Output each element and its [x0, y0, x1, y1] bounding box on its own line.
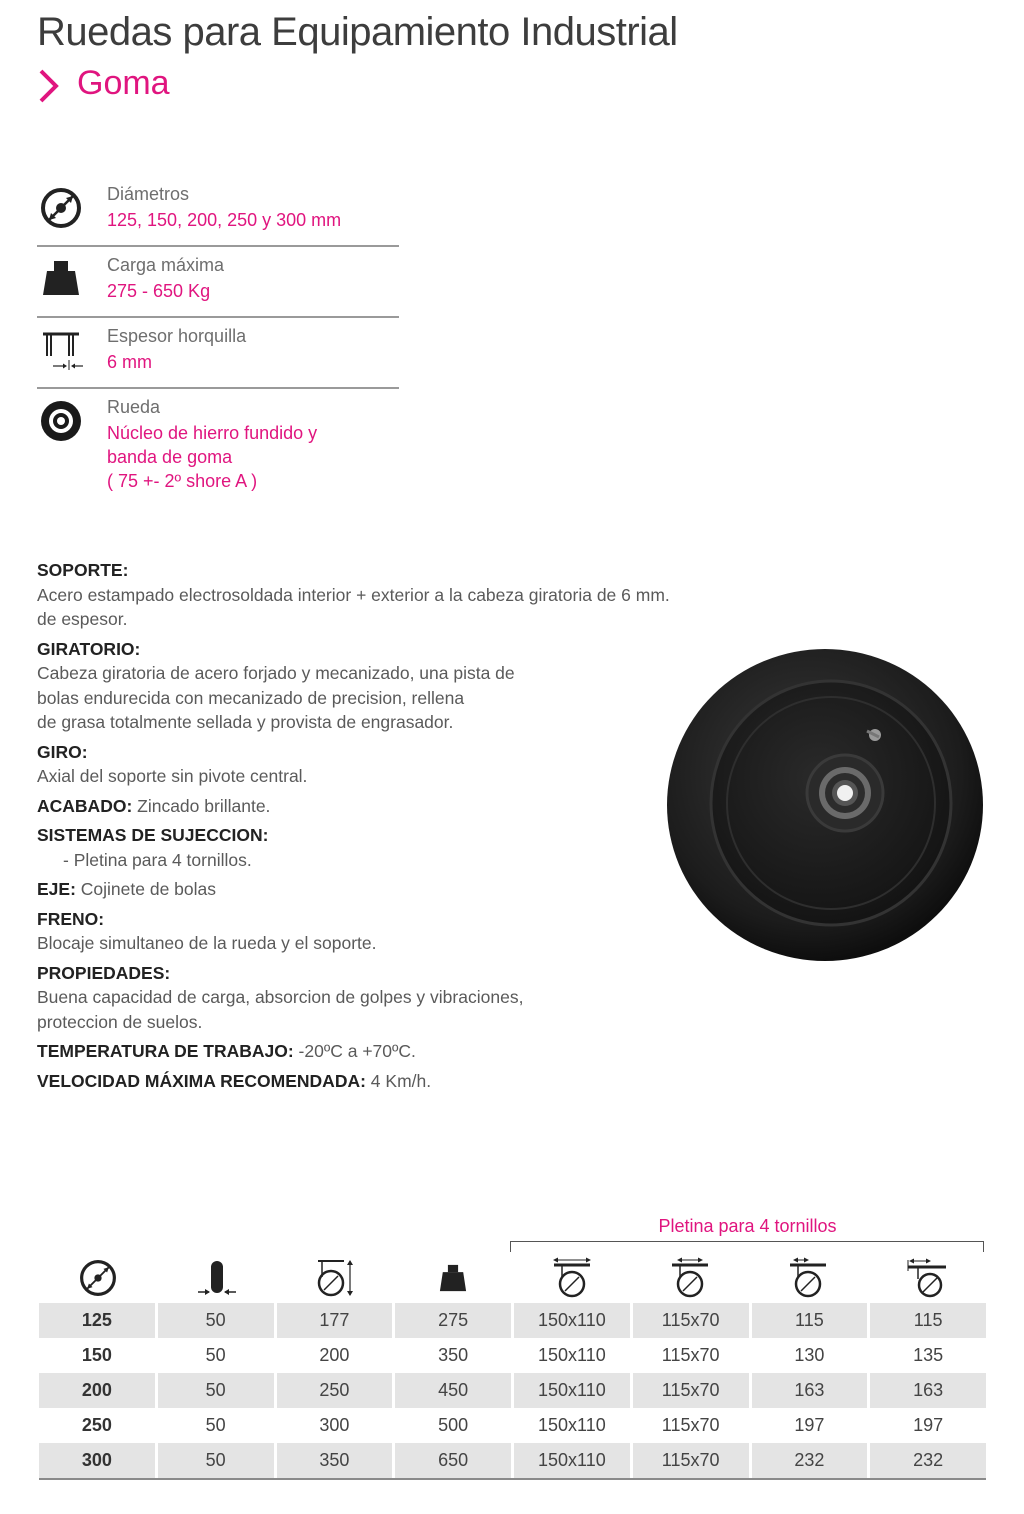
text-velocidad: 4 Km/h. [365, 1070, 432, 1091]
table-cell: 232 [867, 1443, 986, 1478]
text-giratorio-1: Cabeza giratoria de acero forjado y mecanizado, una pista de [37, 663, 515, 683]
product-wheel-image [663, 645, 985, 965]
spec-max-load [37, 247, 399, 318]
table-cell: 350 [392, 1338, 511, 1373]
table-cell: 115x70 [630, 1443, 749, 1478]
table-cell: 350 [274, 1443, 393, 1478]
line-acabado [37, 794, 687, 819]
table-header [39, 1252, 986, 1303]
wheel-width-icon [196, 1258, 238, 1298]
col-header-height [276, 1252, 394, 1303]
line-eje [37, 877, 687, 902]
table-cell: 232 [749, 1443, 868, 1478]
line-velocidad [37, 1069, 687, 1094]
table-row [39, 1373, 986, 1408]
heading-soporte: SOPORTE: [37, 560, 129, 580]
table-cell: 135 [867, 1338, 986, 1373]
table-row [39, 1338, 986, 1373]
table-cell: 197 [749, 1408, 868, 1443]
table-cell: 115x70 [630, 1338, 749, 1373]
dimensions-table [39, 1252, 986, 1480]
spec-value: 125, 150, 200, 250 y 300 mm [107, 210, 342, 230]
col-header-plate-size [513, 1252, 631, 1303]
col-header-offset [749, 1252, 867, 1303]
table-cell: 250 [81, 1415, 112, 1435]
text-propiedades-2: proteccion de suelos. [37, 1011, 203, 1032]
text-soporte: Acero estampado electrosoldada interior + exterior a la cabeza giratoria de 6 mm. de espesor. [37, 584, 670, 629]
line-temperatura [37, 1039, 687, 1064]
spec-label: Carga máxima [107, 255, 225, 275]
text-giratorio-3: de grasa totalmente sellada y provista de engrasador. [37, 712, 454, 732]
heading-eje: EJE: [37, 879, 76, 899]
table-cell: 150 [81, 1345, 112, 1365]
plate-size-icon [550, 1257, 594, 1299]
table-cell: 50 [155, 1373, 274, 1408]
page-subtitle: Goma [77, 64, 170, 102]
offset-icon [786, 1257, 830, 1299]
heading-sistemas: SISTEMAS DE SUJECCION: [37, 825, 269, 845]
table-row [39, 1408, 986, 1443]
total-height-icon [314, 1257, 356, 1299]
table-cell: 177 [274, 1303, 393, 1338]
table-cell: 125 [39, 1303, 155, 1338]
description-block [37, 558, 687, 1093]
table-cell: 275 [392, 1303, 511, 1338]
table-cell: 197 [867, 1408, 986, 1443]
spec-label: Rueda [107, 397, 161, 417]
wheel-icon [39, 399, 83, 443]
table-cell: 163 [867, 1373, 986, 1408]
table-cell: 150x110 [511, 1303, 630, 1338]
table-cell: 115 [867, 1303, 986, 1338]
spec-label: Diámetros [107, 184, 190, 204]
table-cell: 50 [155, 1408, 274, 1443]
table-cell: 115x70 [630, 1303, 749, 1338]
table-cell: 150x110 [511, 1338, 630, 1373]
page-title: Ruedas para Equipamiento Industrial [37, 10, 678, 54]
text-giro: Axial del soporte sin pivote central. [37, 766, 308, 786]
spec-value: 275 - 650 Kg [107, 281, 211, 301]
table-cell: 300 [274, 1408, 393, 1443]
spec-label: Espesor horquilla [107, 326, 247, 346]
text-acabado: Zincado brillante. [132, 795, 271, 816]
heading-giro: GIRO: [37, 741, 88, 762]
col-header-diameter [39, 1252, 157, 1303]
swivel-radius-icon [904, 1257, 950, 1299]
table-cell: 450 [392, 1373, 511, 1408]
heading-velocidad: VELOCIDAD MÁXIMA RECOMENDADA: [37, 1070, 366, 1091]
table-cell: 115x70 [630, 1408, 749, 1443]
table-cell: 650 [392, 1443, 511, 1478]
pletina-bracket [510, 1241, 984, 1252]
table-cell: 130 [749, 1338, 868, 1373]
heading-propiedades: PROPIEDADES: [37, 962, 171, 983]
table-row [39, 1443, 986, 1478]
table-bottom-rule [39, 1478, 986, 1480]
table-cell: 50 [155, 1443, 274, 1478]
text-temperatura: -20ºC a +70ºC. [293, 1041, 416, 1061]
heading-giratorio: GIRATORIO: [37, 638, 141, 659]
table-cell: 500 [392, 1408, 511, 1443]
heading-acabado: ACABADO: [37, 795, 133, 816]
table-cell: 115 [749, 1303, 868, 1338]
table-cell: 50 [155, 1303, 274, 1338]
diameter-icon [78, 1258, 118, 1298]
heading-temperatura: TEMPERATURA DE TRABAJO: [37, 1041, 294, 1061]
col-header-load [394, 1252, 512, 1303]
table-cell: 150x110 [511, 1443, 630, 1478]
text-eje: Cojinete de bolas [75, 879, 217, 899]
weight-icon [39, 257, 83, 301]
chevron-right-icon [37, 68, 61, 104]
heading-freno: FRENO: [37, 908, 105, 929]
weight-icon [437, 1260, 469, 1296]
spec-diameter [37, 176, 399, 247]
table-cell: 115x70 [630, 1373, 749, 1408]
spec-value: 6 mm [107, 352, 152, 372]
text-freno: Blocaje simultaneo de la rueda y el soporte. [37, 933, 377, 953]
table-cell: 163 [749, 1373, 868, 1408]
text-giratorio-2: bolas endurecida con mecanizado de precision, rellena [37, 687, 465, 708]
table-cell: 150x110 [511, 1408, 630, 1443]
table-cell: 50 [155, 1338, 274, 1373]
col-header-swivel-radius [868, 1252, 986, 1303]
table-cell: 300 [39, 1443, 155, 1478]
col-header-hole-spacing [631, 1252, 749, 1303]
hole-spacing-icon [668, 1257, 712, 1299]
table-cell: 200 [39, 1373, 155, 1408]
text-propiedades-1: Buena capacidad de carga, absorcion de golpes y vibraciones, [37, 987, 524, 1007]
spec-fork-thickness [37, 318, 399, 389]
spec-list [37, 176, 399, 491]
diameter-icon [39, 186, 83, 230]
table-cell: 200 [274, 1338, 393, 1373]
pletina-label: Pletina para 4 tornillos [658, 1216, 837, 1236]
fork-thickness-icon [39, 328, 83, 372]
table-row [39, 1303, 986, 1338]
table-cell: 150x110 [511, 1373, 630, 1408]
col-header-width [157, 1252, 275, 1303]
spec-value: Núcleo de hierro fundido y banda de goma ( 75 +- 2º shore A ) [107, 423, 318, 491]
table-cell: 250 [274, 1373, 393, 1408]
text-sistemas: - Pletina para 4 tornillos. [63, 849, 252, 870]
